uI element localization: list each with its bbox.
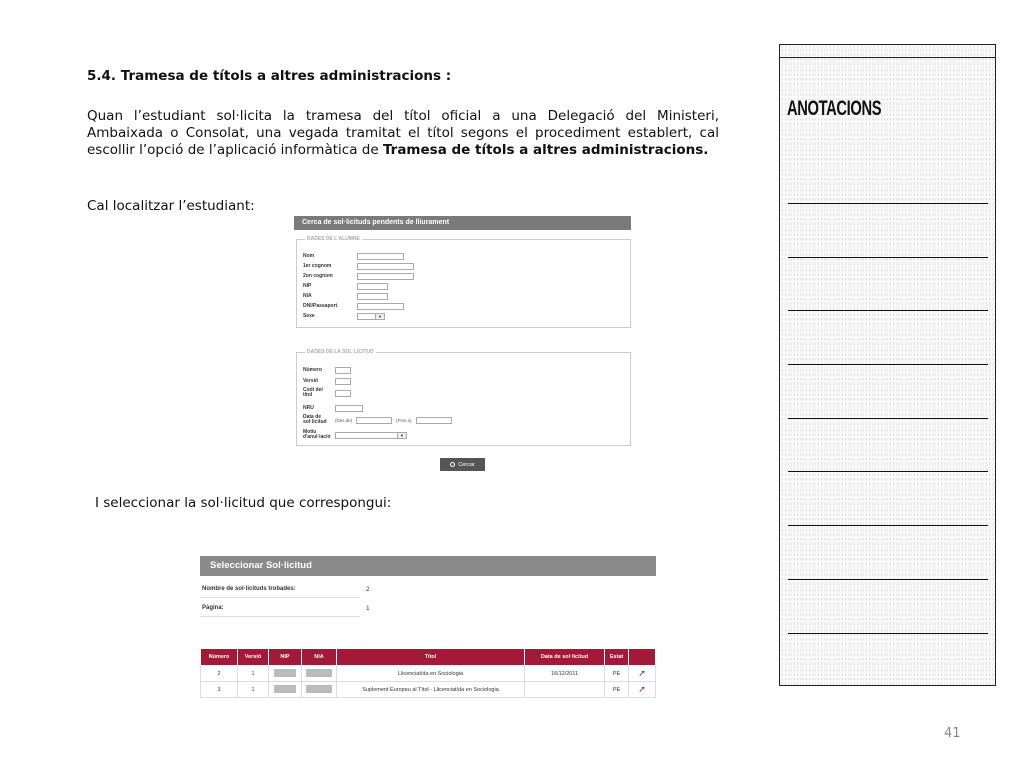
motiu-select[interactable] <box>335 432 407 439</box>
field-row-sexe <box>303 311 385 321</box>
nia-input[interactable] <box>357 293 388 300</box>
table-row[interactable] <box>201 682 656 698</box>
field-row-codi <box>303 387 351 399</box>
redacted-block <box>306 685 332 693</box>
des-de-label: (Des de) <box>335 417 353 423</box>
codi-input[interactable] <box>335 390 351 397</box>
col-action <box>629 649 656 666</box>
col-nia: NIA <box>302 649 337 666</box>
writing-line <box>788 257 988 258</box>
page-number: 41 <box>944 726 961 741</box>
select-row-button[interactable] <box>629 666 656 682</box>
search-button[interactable] <box>440 458 485 471</box>
field-row-nia <box>303 291 388 301</box>
field-label: Data de sol·licitud <box>303 414 327 425</box>
chevron-down-icon: ▼ <box>375 314 384 319</box>
request-fieldset <box>296 349 631 446</box>
cell-versio: 1 <box>238 682 269 698</box>
writing-line <box>788 418 988 419</box>
col-nip: NIP <box>269 649 302 666</box>
intro-search-text: Cal localitzar l’estudiant: <box>87 198 255 214</box>
cell-data <box>525 682 605 698</box>
field-row-nip <box>303 281 388 291</box>
cell-nip <box>269 682 302 698</box>
section-heading: 5.4. Tramesa de títols a altres administracions : <box>87 68 452 84</box>
cognom2-input[interactable] <box>357 273 414 280</box>
field-label: Nom <box>303 252 315 259</box>
writing-line <box>788 471 988 472</box>
col-data: Data de sol·licitud <box>525 649 605 666</box>
annotations-panel <box>779 44 996 686</box>
divider <box>200 616 360 617</box>
cell-titol: Llicenciat/da en Sociologia <box>337 666 525 682</box>
field-label: Número <box>303 366 322 373</box>
numero-input[interactable] <box>335 367 351 374</box>
search-button-label: Cercar <box>458 461 475 468</box>
writing-line <box>788 203 988 204</box>
cell-nia <box>302 666 337 682</box>
table-row[interactable] <box>201 666 656 682</box>
search-form-screenshot <box>294 216 631 474</box>
cursor-arrow-icon[interactable]: ➚ <box>638 684 646 694</box>
nip-input[interactable] <box>357 283 388 290</box>
col-estat: Estat <box>605 649 629 666</box>
search-form-title: Cerca de sol·licituds pendents de lliurament <box>294 216 631 230</box>
writing-line <box>788 310 988 311</box>
request-legend: DADES DE LA SOL·LICITUD <box>307 349 374 355</box>
cell-data: 16/12/2011 <box>525 666 605 682</box>
cell-nip <box>269 666 302 682</box>
field-row-nom <box>303 251 404 261</box>
select-request-screenshot <box>200 556 656 699</box>
date-from-input[interactable] <box>356 417 392 424</box>
col-titol: Títol <box>337 649 525 666</box>
magnifier-icon <box>450 462 455 467</box>
dni-input[interactable] <box>357 303 404 310</box>
cell-numero: 3 <box>201 682 238 698</box>
cognom1-input[interactable] <box>357 263 414 270</box>
page-value: 1 <box>366 605 370 612</box>
field-row-cognom1 <box>303 261 414 271</box>
field-label: 2on cognom <box>303 272 333 279</box>
cell-estat: PE <box>605 666 629 682</box>
paragraph-end: . <box>703 142 709 158</box>
paragraph-bold: Tramesa de títols a altres administracions <box>382 142 704 158</box>
redacted-block <box>306 669 332 677</box>
versio-input[interactable] <box>335 378 351 385</box>
field-label: Motiu d'anul·lació <box>303 429 331 440</box>
cursor-arrow-icon[interactable]: ➚ <box>638 668 646 678</box>
paragraph-text: Quan l’estudiant sol·licita la tramesa del títol oficial a una Delegació del Ministeri, Ambaixada o Consolat, una vegada tramitat el títol segons el procediment establert, cal escollir l’opció de l’aplicació informàtica de <box>87 108 719 158</box>
field-row-motiu <box>303 429 407 441</box>
writing-line <box>788 364 988 365</box>
date-to-input[interactable] <box>416 417 452 424</box>
cell-estat: PE <box>605 682 629 698</box>
intro-select-text: I seleccionar la sol·licitud que correspongui: <box>95 495 392 511</box>
field-label: Sexe <box>303 312 315 319</box>
select-row-button[interactable] <box>629 682 656 698</box>
fins-a-label: (Fins a) <box>396 417 412 423</box>
field-label: DNI/Passaport <box>303 302 338 309</box>
field-label: NRU <box>303 404 314 411</box>
student-legend: DADES DE L'ALUMNE <box>307 236 360 242</box>
field-label: NIA <box>303 292 312 299</box>
nru-input[interactable] <box>335 405 363 412</box>
field-label: 1er cognom <box>303 262 332 269</box>
field-row-data <box>303 414 452 426</box>
redacted-block <box>274 669 296 677</box>
redacted-block <box>274 685 296 693</box>
cell-nia <box>302 682 337 698</box>
field-label: NIP <box>303 282 312 289</box>
field-label: Codi del títol <box>303 387 323 398</box>
field-label: Versió <box>303 377 319 384</box>
col-numero: Número <box>201 649 238 666</box>
field-row-cognom2 <box>303 271 414 281</box>
cell-numero: 2 <box>201 666 238 682</box>
table-header-row <box>201 649 656 666</box>
field-row-dni <box>303 301 404 311</box>
found-label: Nombre de sol·licituds trobades: <box>202 586 296 592</box>
annotations-label: ANOTACIONS <box>787 97 882 120</box>
field-row-nru <box>303 403 363 413</box>
sexe-select[interactable] <box>357 313 385 320</box>
student-fieldset <box>296 236 631 328</box>
select-panel-title: Seleccionar Sol·licitud <box>200 556 656 576</box>
chevron-down-icon: ▼ <box>397 433 406 438</box>
field-row-versio <box>303 376 351 386</box>
found-value: 2 <box>366 586 370 593</box>
writing-line <box>788 633 988 634</box>
cell-versio: 1 <box>238 666 269 682</box>
section-paragraph <box>87 108 719 159</box>
field-row-numero <box>303 365 351 375</box>
divider <box>200 597 360 598</box>
results-table <box>200 648 656 698</box>
nom-input[interactable] <box>357 253 404 260</box>
page-label: Pàgina: <box>202 605 224 611</box>
divider <box>780 57 995 58</box>
cell-titol: Suplement Europeu al Títol - Llicenciat/da en Sociologia <box>337 682 525 698</box>
writing-line <box>788 579 988 580</box>
writing-line <box>788 525 988 526</box>
col-versio: Versió <box>238 649 269 666</box>
